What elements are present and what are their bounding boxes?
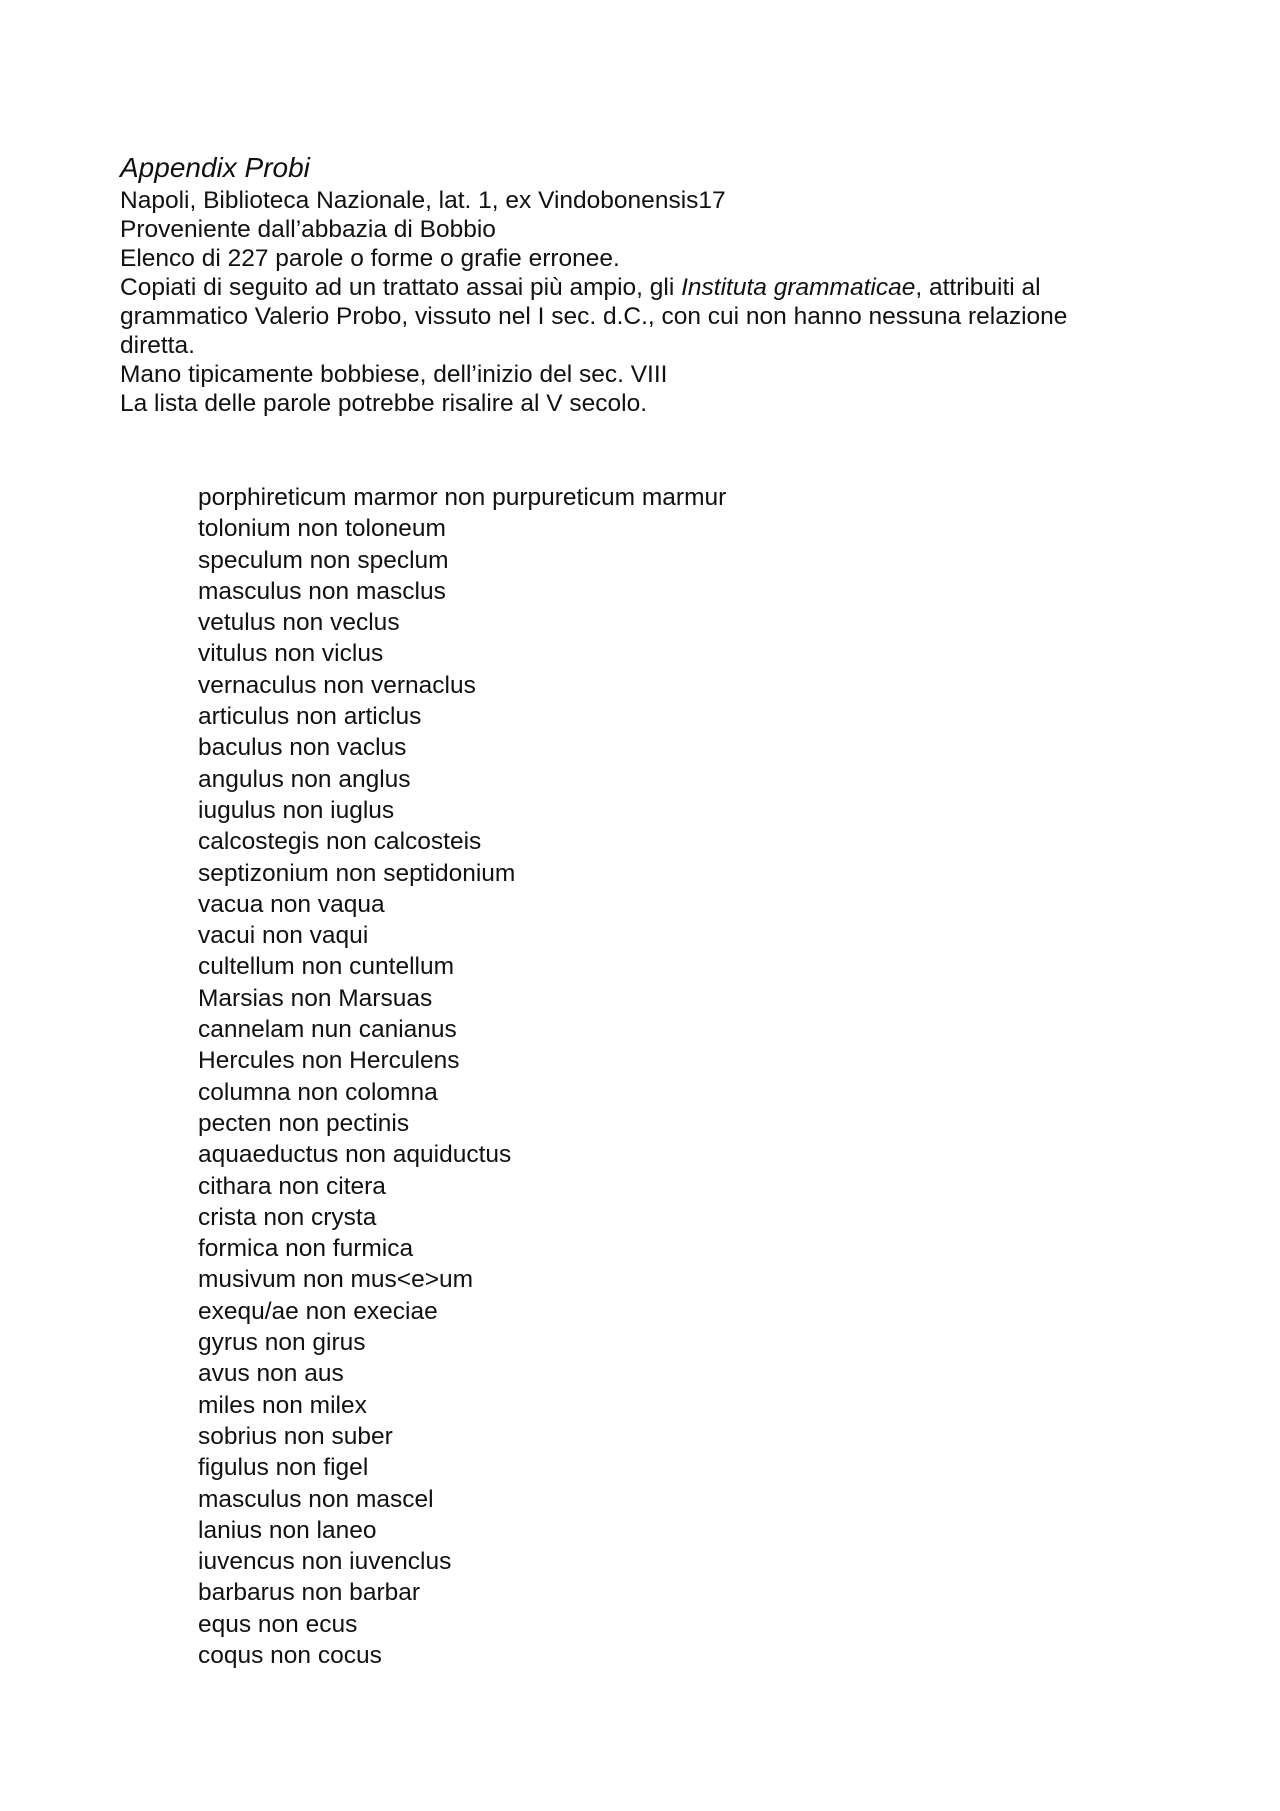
word-entry: septizonium non septidonium [198, 859, 516, 887]
word-entry: speculum non speclum [198, 546, 449, 574]
word-entry: masculus non mascel [198, 1485, 434, 1513]
intro-line-4-after: , attribuiti al grammatico Valerio Probo, vissuto nel I sec. d.C., con cui non hanno nessuna relazione diretta. [120, 274, 1068, 359]
word-entry: figulus non figel [198, 1454, 369, 1482]
word-entry: cannelam nun canianus [198, 1016, 457, 1044]
word-entry: tolonium non toloneum [198, 515, 446, 543]
word-entry: calcostegis non calcosteis [198, 828, 482, 856]
word-entry: aquaeductus non aquiductus [198, 1141, 512, 1169]
word-entry: avus non aus [198, 1360, 344, 1388]
word-entry: pecten non pectinis [198, 1109, 410, 1137]
word-entry: iugulus non iuglus [198, 796, 395, 824]
word-entry: crista non crysta [198, 1203, 377, 1231]
word-entry: Marsias non Marsuas [198, 984, 433, 1012]
intro-line-4-italic: Instituta grammaticae [681, 274, 916, 301]
word-entry: vitulus non viclus [198, 640, 384, 668]
word-entry: lanius non laneo [198, 1516, 377, 1544]
word-entry: Hercules non Herculens [198, 1047, 460, 1075]
word-entry: formica non furmica [198, 1235, 414, 1263]
word-entry: miles non milex [198, 1391, 367, 1419]
word-entry: cithara non citera [198, 1172, 386, 1200]
word-entry: baculus non vaclus [198, 734, 407, 762]
word-entry: equs non ecus [198, 1610, 358, 1638]
intro-line-4-before: Copiati di seguito ad un trattato assai più ampio, gli [120, 274, 682, 301]
word-entry: musivum non mus<e>um [198, 1266, 474, 1294]
intro-line-1: Napoli, Biblioteca Nazionale, lat. 1, ex Vindobonensis17 [120, 187, 726, 214]
word-entry: barbarus non barbar [198, 1579, 421, 1607]
word-entry: articulus non articlus [198, 703, 422, 731]
word-entry: porphireticum marmor non purpureticum marmur [198, 484, 727, 511]
word-entry: sobrius non suber [198, 1422, 393, 1450]
word-entry: cultellum non cuntellum [198, 953, 455, 981]
word-entry: coqus non cocus [198, 1641, 382, 1669]
word-entry: vacui non vaqui [198, 922, 369, 950]
word-entry: angulus non anglus [198, 765, 411, 793]
intro-line-2: Proveniente dall’abbazia di Bobbio [120, 216, 496, 243]
word-list [198, 482, 726, 1671]
intro-line-6: La lista delle parole potrebbe risalire al V secolo. [120, 390, 648, 417]
word-entry: columna non colomna [198, 1078, 438, 1106]
intro-line-4 [120, 273, 1140, 360]
word-entry: exequ/ae non execiae [198, 1297, 438, 1325]
word-entry: iuvencus non iuvenclus [198, 1548, 452, 1576]
word-entry: vetulus non veclus [198, 609, 400, 637]
word-entry: vernaculus non vernaclus [198, 671, 476, 699]
intro-line-3: Elenco di 227 parole o forme o grafie erronee. [120, 245, 620, 272]
header-block [120, 151, 1140, 418]
word-entry: masculus non masclus [198, 577, 446, 605]
document-title: Appendix Probi [120, 152, 310, 183]
intro-line-5: Mano tipicamente bobbiese, dell’inizio del sec. VIII [120, 361, 668, 388]
word-entry: vacua non vaqua [198, 890, 385, 918]
word-entry: gyrus non girus [198, 1329, 366, 1357]
